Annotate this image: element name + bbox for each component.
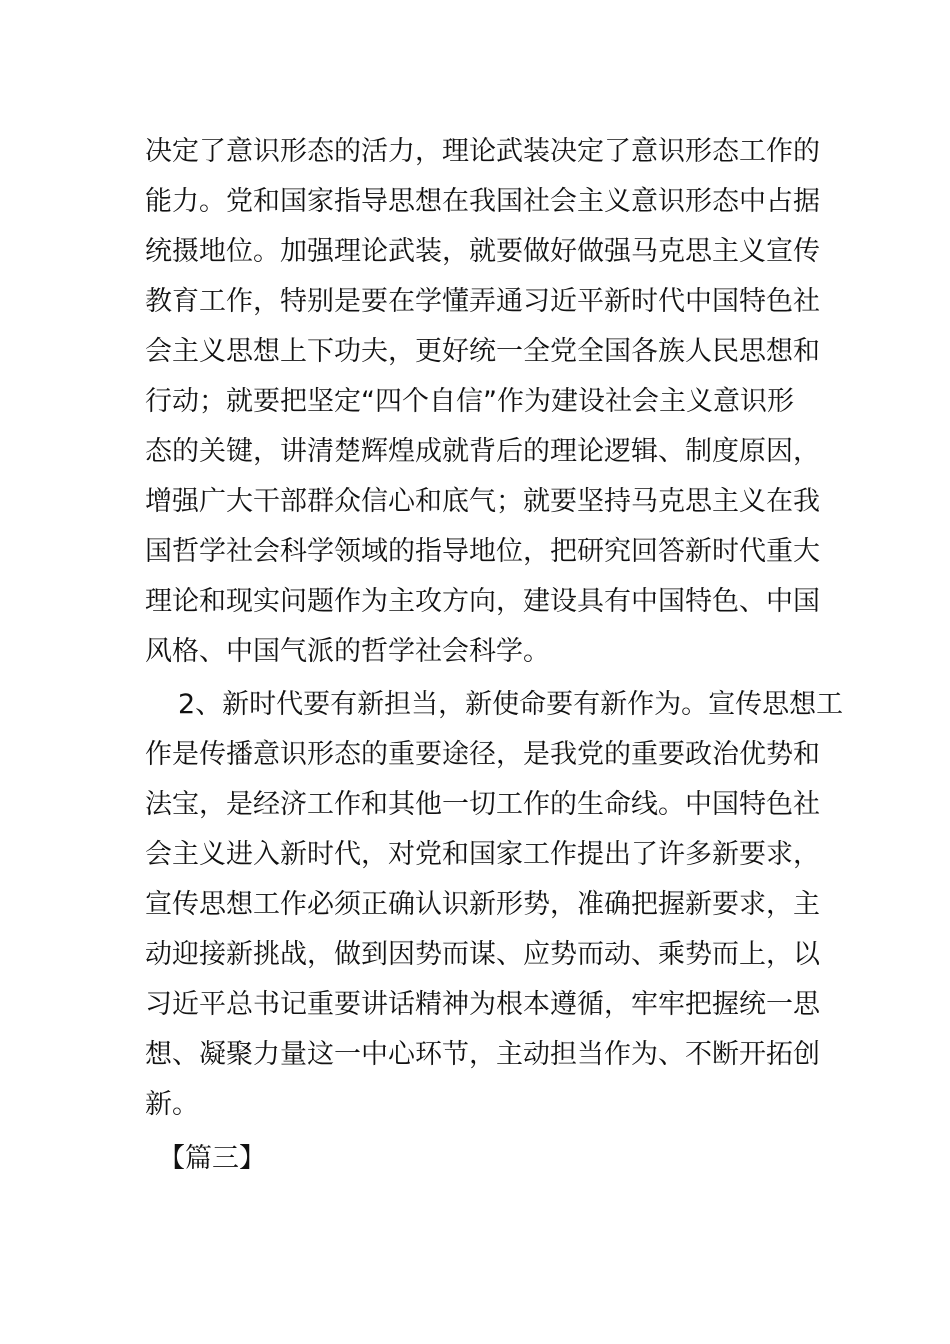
text-line: 能力。党和国家指导思想在我国社会主义意识形态中占据 <box>145 186 820 217</box>
text-line: 作是传播意识形态的重要途径，是我党的重要政治优势和 <box>145 739 820 770</box>
text-line-first: 2、新时代要有新担当，新使命要有新作为。宣传思想工 <box>178 689 844 720</box>
text-line: 宣传思想工作必须正确认识新形势，准确把握新要求，主 <box>145 889 820 920</box>
text-line: 行动；就要把坚定“四个自信”作为建设社会主义意识形 <box>145 386 794 417</box>
text-line: 习近平总书记重要讲话精神为根本遵循，牢牢把握统一思 <box>145 989 820 1020</box>
text-line: 国哲学社会科学领域的指导地位，把研究回答新时代重大 <box>145 536 820 567</box>
text-line: 会主义进入新时代，对党和国家工作提出了许多新要求， <box>145 839 820 870</box>
text-line: 会主义思想上下功夫，更好统一全党全国各族人民思想和 <box>145 336 820 367</box>
text-line: 统摄地位。加强理论武装，就要做好做强马克思主义宣传 <box>145 236 820 267</box>
text-line: 决定了意识形态的活力，理论武装决定了意识形态工作的 <box>145 136 820 167</box>
text-line: 理论和现实问题作为主攻方向，建设具有中国特色、中国 <box>145 586 820 617</box>
text-line: 新。 <box>145 1089 199 1120</box>
text-line: 动迎接新挑战，做到因势而谋、应势而动、乘势而上，以 <box>145 939 820 970</box>
text-line: 法宝，是经济工作和其他一切工作的生命线。中国特色社 <box>145 789 820 820</box>
text-line: 态的关键，讲清楚辉煌成就背后的理论逻辑、制度原因， <box>145 436 820 467</box>
body-paragraph-1 <box>145 127 820 677</box>
text-line: 增强广大干部群众信心和底气；就要坚持马克思主义在我 <box>145 486 820 517</box>
body-paragraph-2 <box>145 680 844 1130</box>
section-heading: 【篇三】 <box>158 1143 266 1174</box>
text-line: 风格、中国气派的哲学社会科学。 <box>145 636 550 667</box>
text-line: 想、凝聚力量这一中心环节，主动担当作为、不断开拓创 <box>145 1039 820 1070</box>
text-line: 教育工作，特别是要在学懂弄通习近平新时代中国特色社 <box>145 286 820 317</box>
